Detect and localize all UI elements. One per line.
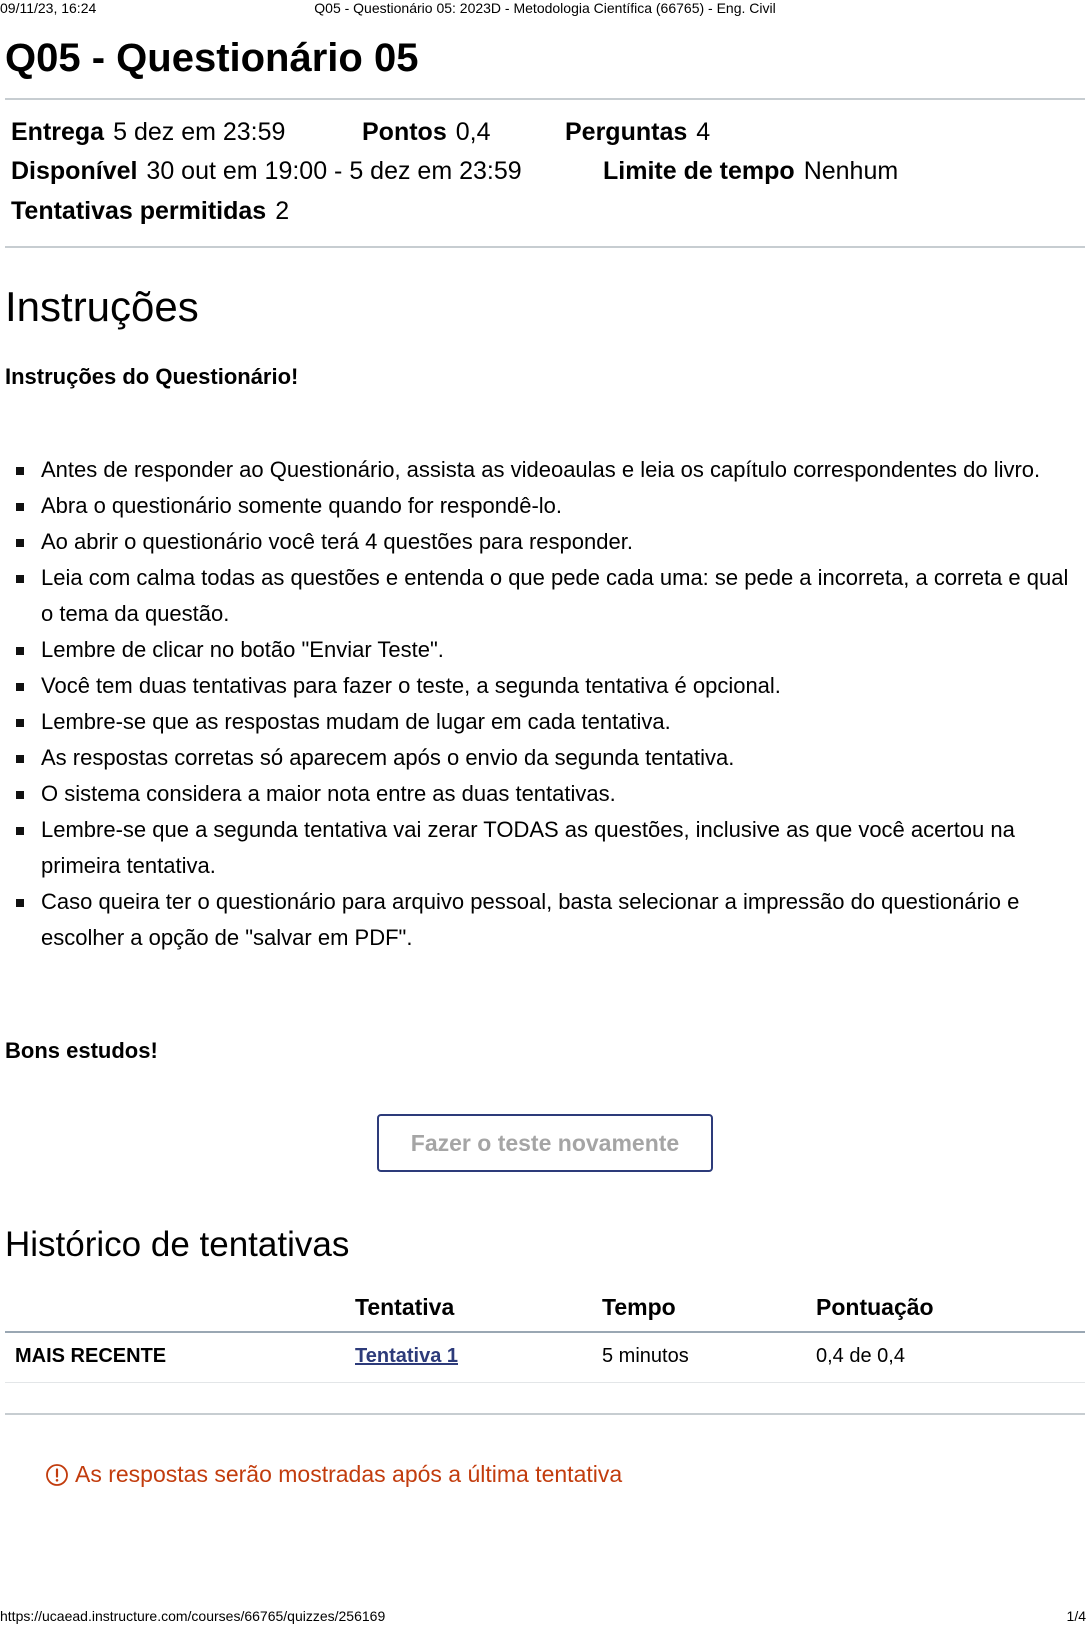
instructions-list [5,452,1085,956]
answers-notice [45,1461,1085,1488]
list-item: Lembre-se que a segunda tentativa vai zerar TODAS as questões, inclusive as que você acertou na primeira tentativa. [41,812,1085,884]
instructions-farewell: Bons estudos! [5,1038,158,1063]
column-header-attempt: Tentativa [355,1284,602,1332]
attempt-cell [355,1332,602,1383]
table-row [5,1332,1085,1383]
list-item: Você tem duas tentativas para fazer o teste, a segunda tentativa é opcional. [41,668,1085,704]
detail-available [11,157,522,186]
detail-time-limit-value: Nenhum [803,157,899,185]
detail-attempts-value: 2 [275,197,290,225]
divider [5,1413,1085,1415]
instructions-title: Instruções [5,283,199,330]
detail-due-label: Entrega [11,118,105,146]
detail-time-limit [603,157,898,186]
print-date: 09/11/23, 16:24 [0,0,97,16]
list-item: Caso queira ter o questionário para arquivo pessoal, basta selecionar a impressão do questionário e escolher a opção de "salvar em PDF". [41,884,1085,956]
list-item: Ao abrir o questionário você terá 4 questões para responder. [41,524,1085,560]
detail-time-limit-label: Limite de tempo [603,157,795,185]
list-item: As respostas corretas só aparecem após o envio da segunda tentativa. [41,740,1085,776]
list-item: Lembre de clicar no botão "Enviar Teste". [41,632,1085,668]
detail-questions-value: 4 [696,118,711,146]
table-header-row [5,1284,1085,1332]
page-title: Q05 - Questionário 05 [5,36,419,80]
alert-circle-icon [45,1463,69,1487]
print-header [0,0,1090,18]
retake-container [5,1114,1085,1172]
detail-due [11,118,285,147]
detail-due-value: 5 dez em 23:59 [113,118,286,146]
list-item: Abra o questionário somente quando for respondê-lo. [41,488,1085,524]
column-header [5,1284,355,1332]
print-document-title: Q05 - Questionário 05: 2023D - Metodologia Científica (66765) - Eng. Civil [314,0,776,16]
print-url: https://ucaead.instructure.com/courses/66765/quizzes/256169 [0,1608,386,1624]
list-item: Antes de responder ao Questionário, assista as videoaulas e leia os capítulo correspondentes do livro. [41,452,1085,488]
detail-points [362,118,490,147]
detail-attempts-label: Tentativas permitidas [11,197,267,225]
main-content [5,26,1085,1488]
instructions-heading: Instruções do Questionário! [5,364,299,389]
print-footer [0,1608,1090,1626]
column-header-time: Tempo [602,1284,816,1332]
attempt-time: 5 minutos [602,1332,816,1383]
list-item: Lembre-se que as respostas mudam de lugar em cada tentativa. [41,704,1085,740]
detail-attempts [11,197,289,226]
retake-quiz-button[interactable]: Fazer o teste novamente [377,1114,713,1172]
attempt-history-table [5,1284,1085,1383]
list-item: O sistema considera a maior nota entre as duas tentativas. [41,776,1085,812]
divider [5,246,1085,248]
detail-questions-label: Perguntas [565,118,688,146]
page-number: 1/4 [1066,1608,1086,1624]
detail-available-label: Disponível [11,157,138,185]
attempt-history-title: Histórico de tentativas [5,1225,350,1264]
attempt-score: 0,4 de 0,4 [816,1332,1085,1383]
detail-questions [565,118,710,147]
detail-points-label: Pontos [362,118,447,146]
answers-notice-text: As respostas serão mostradas após a última tentativa [75,1461,623,1487]
quiz-details [5,100,1085,246]
most-recent-label: MAIS RECENTE [5,1332,355,1383]
attempt-1-link[interactable]: Tentativa 1 [355,1345,458,1367]
detail-available-value: 30 out em 19:00 - 5 dez em 23:59 [146,157,522,185]
list-item: Leia com calma todas as questões e entenda o que pede cada uma: se pede a incorreta, a correta e qual o tema da questão. [41,560,1085,632]
detail-points-value: 0,4 [455,118,491,146]
column-header-score: Pontuação [816,1284,1085,1332]
